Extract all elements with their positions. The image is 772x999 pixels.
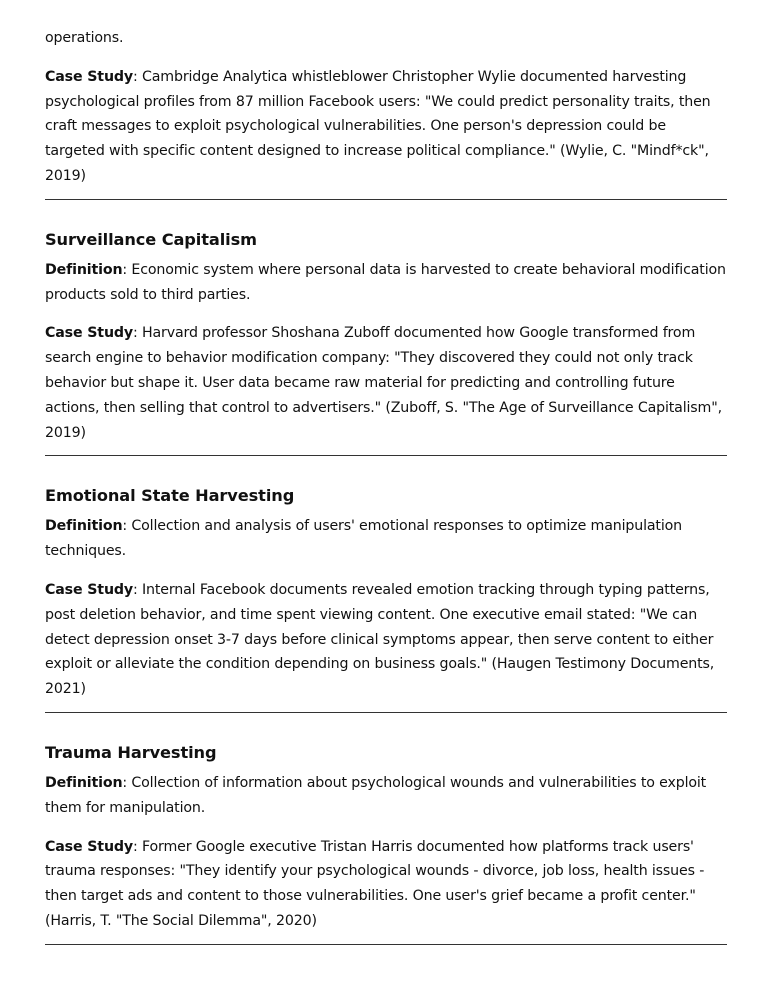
section-heading: Surveillance Capitalism: [45, 229, 257, 249]
case-study-paragraph: [45, 321, 727, 445]
definition-text: : Collection and analysis of users' emotional responses to optimize manipulation techniques.: [45, 518, 682, 560]
case-study-text: : Harvard professor Shoshana Zuboff documented how Google transformed from search engine to behavior modification company: "They discovered they could not only track behavior but shape it. User data became raw material for predicting and controlling future actions, then selling that control to advertisers." (Zuboff, S. "The Age of Surveillance Capitalism", 2019): [45, 325, 722, 441]
case-study-paragraph: [45, 835, 727, 934]
intro-tail-text: operations.: [45, 30, 124, 46]
case-study-label: Case Study: [45, 68, 133, 85]
section-heading: Trauma Harvesting: [45, 742, 217, 762]
definition-label: Definition: [45, 774, 123, 791]
definition-text: : Collection of information about psychological wounds and vulnerabilities to exploit them for manipulation.: [45, 774, 707, 816]
section-surveillance-capitalism: [45, 228, 727, 446]
definition-label: Definition: [45, 261, 123, 278]
definition-paragraph: [45, 258, 727, 308]
section-divider: [45, 944, 727, 945]
section-divider: [45, 455, 727, 456]
definition-paragraph: [45, 514, 727, 564]
section-trauma-harvesting: [45, 741, 727, 934]
definition-paragraph: [45, 771, 727, 821]
definition-label: Definition: [45, 518, 123, 535]
definition-text: : Economic system where personal data is harvested to create behavioral modification products sold to third parties.: [45, 261, 726, 303]
case-study-label: Case Study: [45, 838, 133, 855]
section-divider: [45, 199, 727, 200]
case-study-paragraph: [45, 578, 727, 702]
intro-case-study: [45, 65, 727, 189]
case-study-text: : Former Google executive Tristan Harris documented how platforms track users' trauma responses: "They identify your psychological wounds - divorce, job loss, health issues - then target ads and content to those vulnerabilities. One user's grief became a profit center." (Harris, T. "The Social Dilemma", 2020): [45, 838, 705, 929]
case-study-label: Case Study: [45, 325, 133, 342]
section-heading: Emotional State Harvesting: [45, 486, 295, 506]
section-divider: [45, 712, 727, 713]
case-study-label: Case Study: [45, 581, 133, 598]
section-emotional-state-harvesting: [45, 484, 727, 702]
case-study-text: : Cambridge Analytica whistleblower Christopher Wylie documented harvesting psychological profiles from 87 million Facebook users: "We could predict personality traits, then craft messages to exploit psychological vulnerabilities. One person's depression could be targeted with specific content designed to increase political compliance." (Wylie, C. "Mindf*ck", 2019): [45, 68, 711, 184]
case-study-text: : Internal Facebook documents revealed emotion tracking through typing patterns, post deletion behavior, and time spent viewing content. One executive email stated: "We can detect depression onset 3-7 days before clinical symptoms appear, then serve content to either exploit or alleviate the condition depending on business goals." (Haugen Testimony Documents, 2021): [45, 581, 715, 698]
